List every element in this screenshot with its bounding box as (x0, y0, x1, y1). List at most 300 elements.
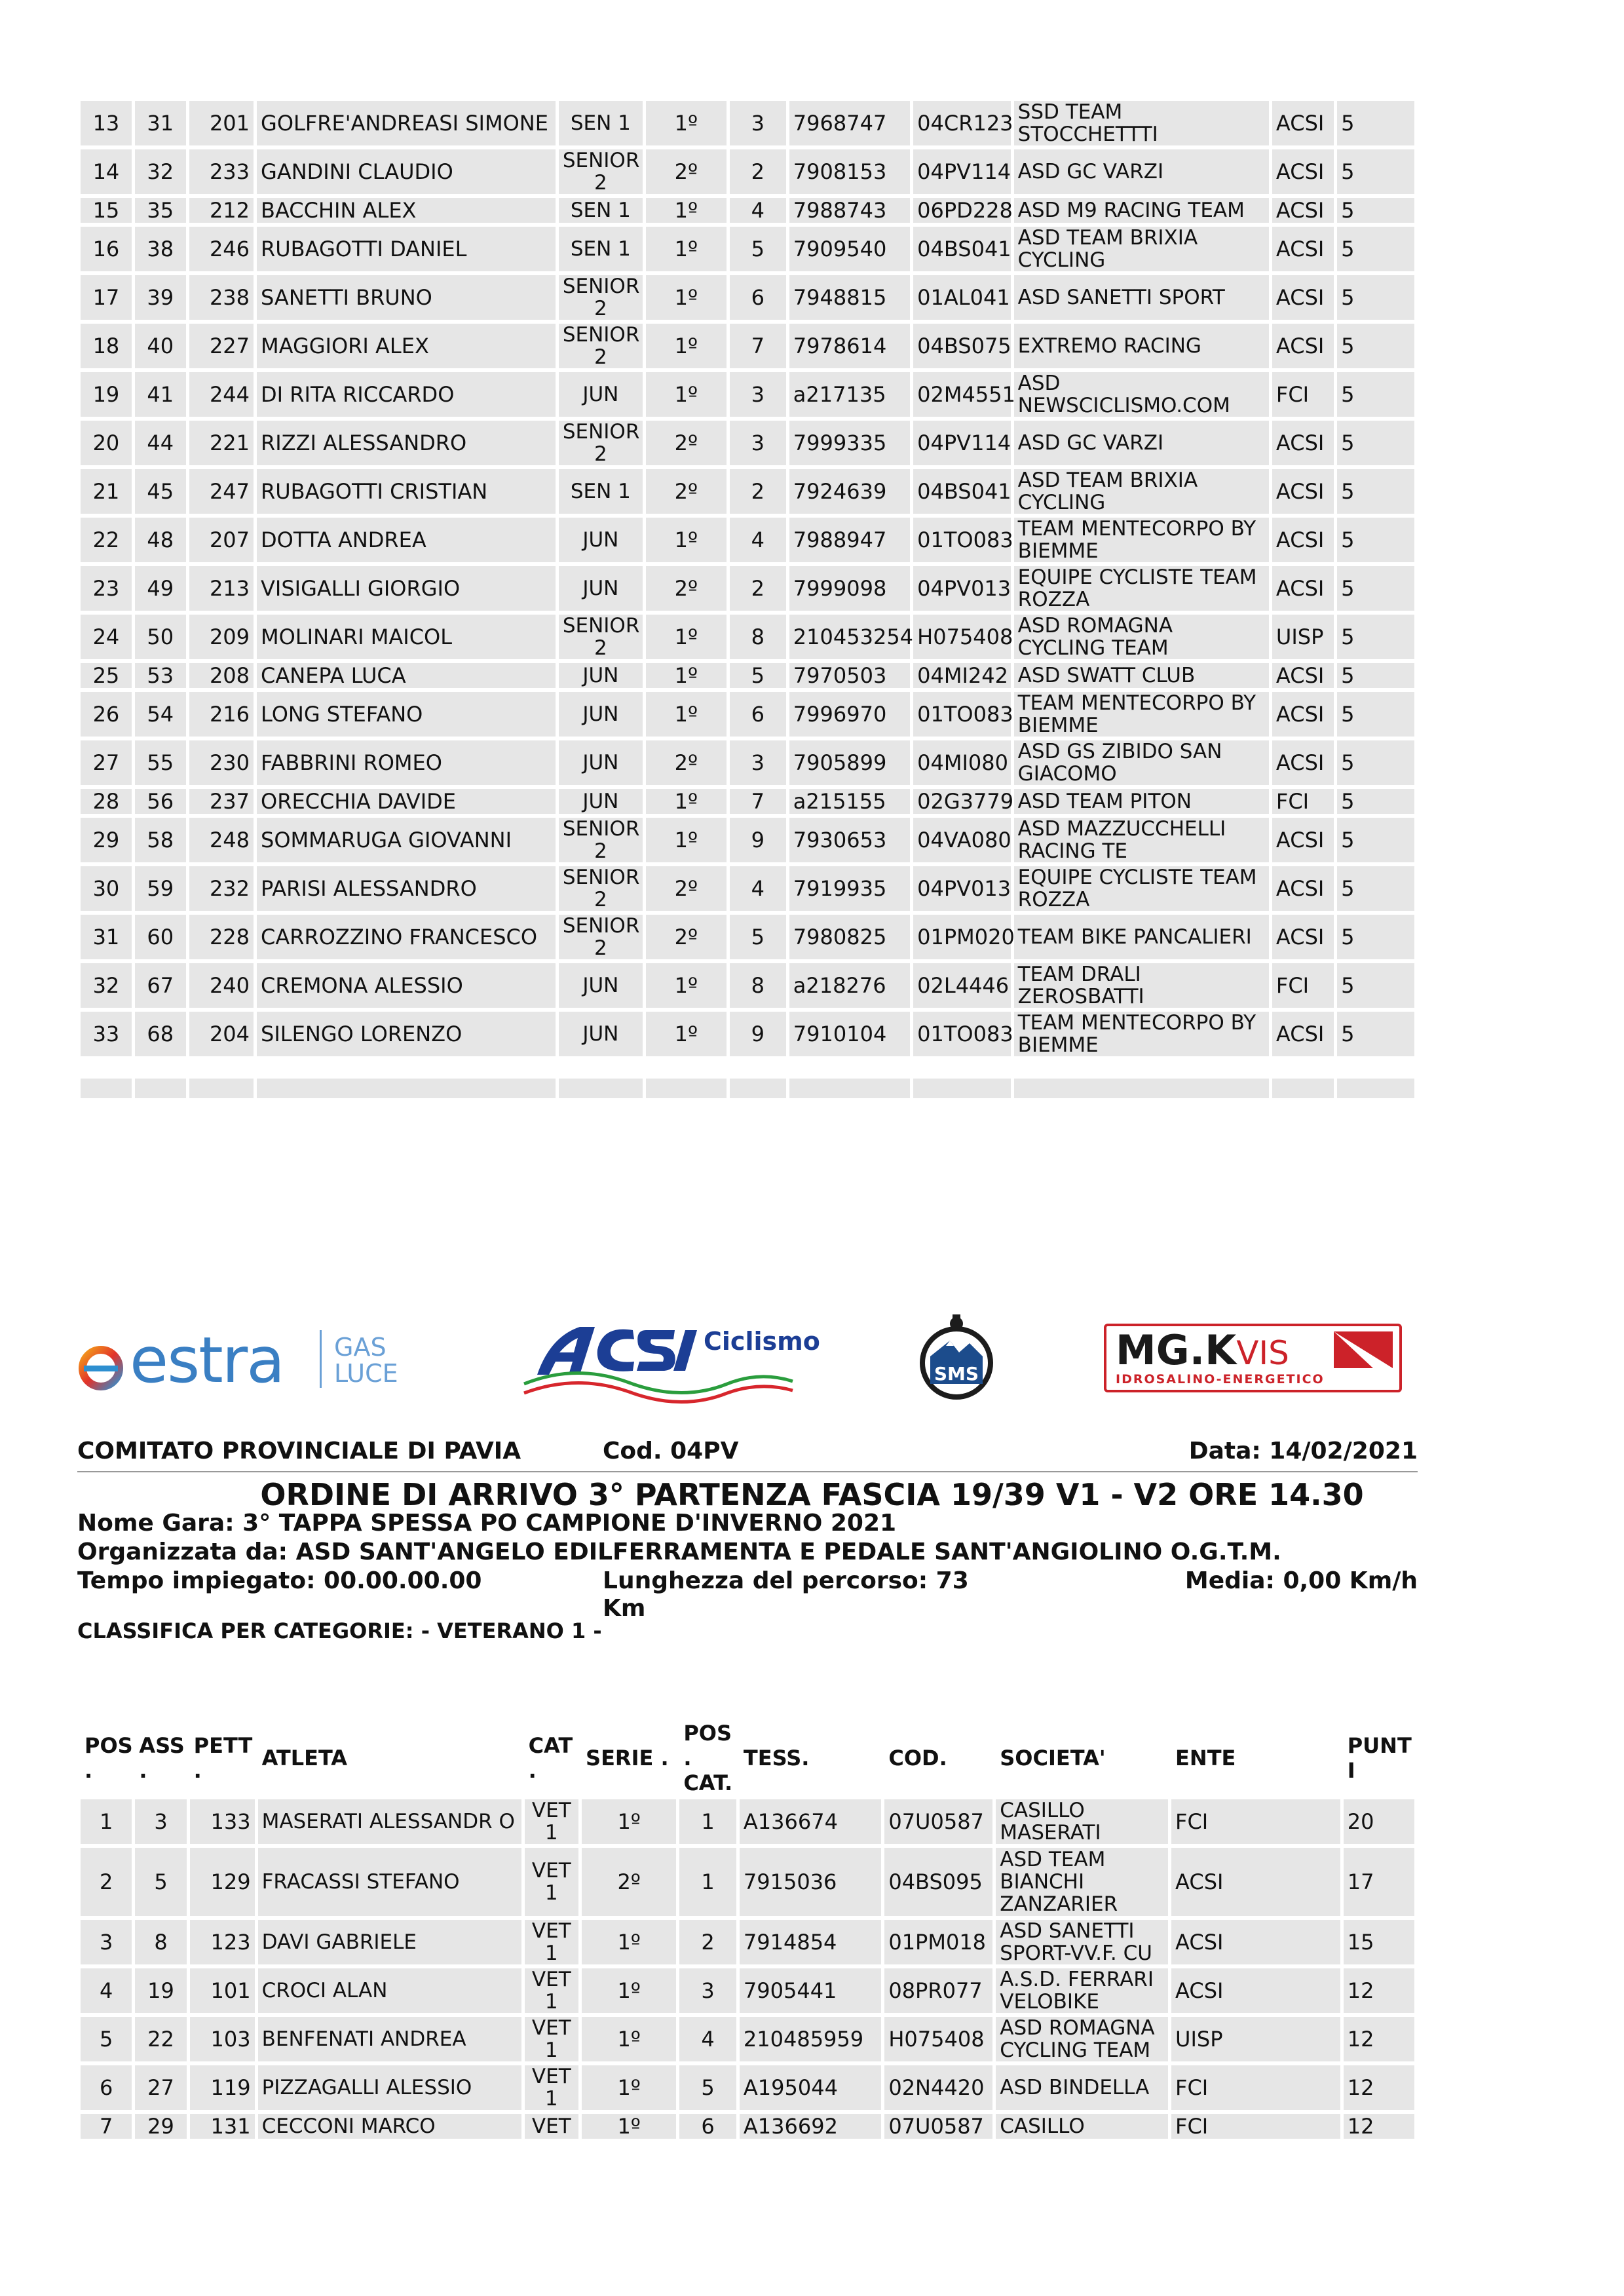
table-cell: 7908153 (789, 149, 910, 194)
acsi-tagline: Ciclismo (704, 1327, 820, 1356)
table-cell: 5 (135, 1848, 186, 1916)
table-cell: 44 (135, 421, 186, 465)
table-cell: 04MI080 (913, 740, 1011, 785)
table-cell: FRACASSI STEFANO (258, 1848, 521, 1916)
table-cell: 5 (1337, 518, 1414, 562)
table-cell: 6 (81, 2065, 132, 2110)
table-row (81, 275, 1414, 320)
table-cell: 7996970 (789, 692, 910, 737)
table-cell: 5 (1337, 421, 1414, 465)
table-cell: 6 (679, 2114, 736, 2139)
table-cell (81, 1079, 132, 1098)
table-cell: 5 (1337, 663, 1414, 688)
table-cell: 213 (189, 566, 254, 611)
table-empty-row (81, 1079, 1414, 1098)
table-cell: 12 (1344, 2114, 1414, 2139)
results-table-top (77, 97, 1418, 1102)
table-cell: 8 (730, 615, 786, 659)
table-cell (189, 1060, 254, 1075)
table-cell: 7915036 (740, 1848, 881, 1916)
table-row (81, 324, 1414, 368)
table-cell: a218276 (789, 963, 910, 1008)
table-cell: ACSI (1272, 692, 1334, 737)
table-cell: ASD GC VARZI (1014, 421, 1269, 465)
table-cell: 58 (135, 818, 186, 862)
table-cell: 7930653 (789, 818, 910, 862)
table-cell: 1º (582, 1968, 676, 2013)
table-cell: CROCI ALAN (258, 1968, 521, 2013)
table-cell: 4 (730, 866, 786, 911)
table-cell: 101 (190, 1968, 255, 2013)
table-cell: 123 (190, 1920, 255, 1964)
table-cell: 1º (646, 818, 727, 862)
table-cell: SENIOR 2 (559, 866, 643, 911)
table-cell: 5 (1337, 692, 1414, 737)
table-cell: 2º (646, 149, 727, 194)
table-cell: 1º (646, 692, 727, 737)
table-cell: 1º (646, 1012, 727, 1056)
table-cell: PIZZAGALLI ALESSIO (258, 2065, 521, 2110)
table-cell: PARISI ALESSANDRO (257, 866, 556, 911)
table-cell: TEAM BIKE PANCALIERI (1014, 915, 1269, 959)
table-cell: 2 (81, 1848, 132, 1916)
table-cell: 5 (1337, 789, 1414, 814)
table-cell: ASD SANETTI SPORT (1014, 275, 1269, 320)
table-cell: JUN (559, 663, 643, 688)
table-cell: SENIOR 2 (559, 324, 643, 368)
table-row (81, 963, 1414, 1008)
table-cell: 1º (646, 663, 727, 688)
mgk-subtitle: IDROSALINO-ENERGETICO (1116, 1372, 1325, 1387)
table-cell: ASD SWATT CLUB (1014, 663, 1269, 688)
column-header: PETT . (190, 1721, 255, 1795)
table-cell: ASD SANETTI SPORT-VV.F. CU (996, 1920, 1168, 1964)
table-row (81, 615, 1414, 659)
table-cell: 2 (730, 469, 786, 514)
column-header: ATLETA (258, 1721, 521, 1795)
table-cell: SENIOR 2 (559, 915, 643, 959)
table-cell: 7999098 (789, 566, 910, 611)
table-cell: SILENGO LORENZO (257, 1012, 556, 1056)
table-cell: 04BS095 (884, 1848, 992, 1916)
table-cell: 7968747 (789, 101, 910, 145)
table-cell: 13 (81, 101, 132, 145)
table-cell: MASERATI ALESSANDR O (258, 1799, 521, 1844)
table-cell: A.S.D. FERRARI VELOBIKE (996, 1968, 1168, 2013)
table-cell: VET (525, 2114, 578, 2139)
table-cell: A195044 (740, 2065, 881, 2110)
column-header: ASS . (135, 1721, 186, 1795)
estra-wordmark: estra (130, 1324, 284, 1397)
table-cell: ACSI (1272, 149, 1334, 194)
table-cell: JUN (559, 789, 643, 814)
table-cell: ACSI (1272, 469, 1334, 514)
table-cell: 49 (135, 566, 186, 611)
table-cell: 04BS041 (913, 227, 1011, 271)
table-cell: 7978614 (789, 324, 910, 368)
table-cell: SENIOR 2 (559, 421, 643, 465)
table-cell: 2º (646, 915, 727, 959)
date-label: Data: 14/02/2021 (1188, 1438, 1418, 1464)
table-cell: 01PM018 (884, 1920, 992, 1964)
table-cell: 7988743 (789, 198, 910, 223)
table-cell: 1º (646, 372, 727, 417)
table-cell: 129 (190, 1848, 255, 1916)
mgk-vis-logo (1104, 1324, 1402, 1392)
table-cell: 131 (190, 2114, 255, 2139)
table-cell: 216 (189, 692, 254, 737)
table-cell: 7909540 (789, 227, 910, 271)
table-cell (730, 1079, 786, 1098)
table-cell: 60 (135, 915, 186, 959)
table-cell: 4 (730, 198, 786, 223)
table-cell: 15 (81, 198, 132, 223)
table-cell (559, 1079, 643, 1098)
table-cell: 1º (582, 1920, 676, 1964)
table-cell: 17 (81, 275, 132, 320)
table-cell (730, 1060, 786, 1075)
committee-label: COMITATO PROVINCIALE DI PAVIA (77, 1438, 521, 1464)
table-cell: 04BS041 (913, 469, 1011, 514)
table-cell: ACSI (1272, 421, 1334, 465)
table-cell: H075408 (884, 2017, 992, 2061)
acsi-ciclismo-logo (518, 1311, 820, 1402)
table-cell: UISP (1272, 615, 1334, 659)
table-cell: 2º (582, 1848, 676, 1916)
table-cell: 1º (582, 2017, 676, 2061)
table-cell: SANETTI BRUNO (257, 275, 556, 320)
table-cell: 1º (646, 275, 727, 320)
table-cell: 39 (135, 275, 186, 320)
table-cell: 7905899 (789, 740, 910, 785)
table-cell: ASD GS ZIBIDO SAN GIACOMO (1014, 740, 1269, 785)
table-cell: 230 (189, 740, 254, 785)
table-cell: 9 (730, 818, 786, 862)
table-cell (257, 1060, 556, 1075)
table-cell: 1 (81, 1799, 132, 1844)
table-cell (789, 1060, 910, 1075)
table-cell: LONG STEFANO (257, 692, 556, 737)
table-cell: A136674 (740, 1799, 881, 1844)
column-header: SOCIETA' (996, 1721, 1168, 1795)
table-cell: 35 (135, 198, 186, 223)
column-header: COD. (884, 1721, 992, 1795)
table-cell: 232 (189, 866, 254, 911)
table-cell: 5 (1337, 324, 1414, 368)
table-cell (646, 1079, 727, 1098)
table-cell: 68 (135, 1012, 186, 1056)
table-cell: a215155 (789, 789, 910, 814)
table-cell (1272, 1060, 1334, 1075)
table-cell: ACSI (1272, 1012, 1334, 1056)
table-cell (913, 1079, 1011, 1098)
table-cell: ASD TEAM PITON (1014, 789, 1269, 814)
table-cell: JUN (559, 963, 643, 1008)
table-cell: 55 (135, 740, 186, 785)
table-cell: 8 (730, 963, 786, 1008)
table-cell: ASD TEAM BIANCHI ZANZARIER (996, 1848, 1168, 1916)
table-cell: 22 (135, 2017, 186, 2061)
table-cell: 19 (81, 372, 132, 417)
table-cell: 20 (1344, 1799, 1414, 1844)
table-cell: EXTREMO RACING (1014, 324, 1269, 368)
table-cell: 7 (81, 2114, 132, 2139)
table-cell: 04VA080 (913, 818, 1011, 862)
table-row (81, 866, 1414, 911)
table-cell: 48 (135, 518, 186, 562)
table-cell: RUBAGOTTI DANIEL (257, 227, 556, 271)
table-cell: FABBRINI ROMEO (257, 740, 556, 785)
results-table-veterano (77, 1717, 1418, 2143)
table-cell (135, 1060, 186, 1075)
table-cell: 14 (81, 149, 132, 194)
table-cell: 221 (189, 421, 254, 465)
table-cell: ACSI (1272, 740, 1334, 785)
table-row (81, 1968, 1414, 2013)
table-cell: ASD BINDELLA (996, 2065, 1168, 2110)
table-cell: 02M4551 (913, 372, 1011, 417)
estra-separator (320, 1330, 322, 1388)
table-cell (1272, 1079, 1334, 1098)
table-cell: 208 (189, 663, 254, 688)
table-row (81, 2114, 1414, 2139)
table-cell (1337, 1060, 1414, 1075)
sms-sport-logo (917, 1311, 996, 1402)
table-row (81, 421, 1414, 465)
table-cell: 3 (730, 101, 786, 145)
mgk-flag-icon (1334, 1331, 1393, 1368)
table-cell: 1º (646, 101, 727, 145)
table-cell: RUBAGOTTI CRISTIAN (257, 469, 556, 514)
table-cell: 5 (1337, 866, 1414, 911)
table-cell: MOLINARI MAICOL (257, 615, 556, 659)
table-cell: 22 (81, 518, 132, 562)
table-cell: DAVI GABRIELE (258, 1920, 521, 1964)
table-cell: ORECCHIA DAVIDE (257, 789, 556, 814)
table-cell: 1º (582, 2114, 676, 2139)
column-header: SERIE . (582, 1721, 676, 1795)
table-cell: FCI (1171, 2065, 1340, 2110)
table-cell: 7924639 (789, 469, 910, 514)
table-cell: 4 (679, 2017, 736, 2061)
table-cell: ACSI (1171, 1920, 1340, 1964)
table-cell: 27 (81, 740, 132, 785)
header-rule (77, 1471, 1418, 1472)
table-cell: 248 (189, 818, 254, 862)
table-cell: 5 (1337, 740, 1414, 785)
table-cell: 246 (189, 227, 254, 271)
table-cell: 3 (679, 1968, 736, 2013)
table-cell: 04BS075 (913, 324, 1011, 368)
table-cell: CARROZZINO FRANCESCO (257, 915, 556, 959)
table-cell: 5 (1337, 566, 1414, 611)
table-cell: SEN 1 (559, 469, 643, 514)
table-cell: 5 (1337, 198, 1414, 223)
table-cell: ACSI (1272, 101, 1334, 145)
table-cell: ACSI (1272, 518, 1334, 562)
table-cell (559, 1060, 643, 1075)
table-cell: 212 (189, 198, 254, 223)
table-row (81, 2017, 1414, 2061)
table-cell: 02L4446 (913, 963, 1011, 1008)
table-cell: SENIOR 2 (559, 149, 643, 194)
table-cell (789, 1079, 910, 1098)
table-cell: 238 (189, 275, 254, 320)
table-cell: 01TO083 (913, 692, 1011, 737)
category-label: CLASSIFICA PER CATEGORIE: - VETERANO 1 - (77, 1618, 602, 1643)
column-header: ENTE (1171, 1721, 1340, 1795)
table-cell: 1º (646, 615, 727, 659)
table-cell: 26 (81, 692, 132, 737)
column-header: PUNT I (1344, 1721, 1414, 1795)
page-title: ORDINE DI ARRIVO 3° PARTENZA FASCIA 19/39 V1 - V2 ORE 14.30 (260, 1477, 1364, 1512)
table-row (81, 198, 1414, 223)
table-cell: ACSI (1272, 818, 1334, 862)
table-cell: 01PM020 (913, 915, 1011, 959)
table-cell: 7905441 (740, 1968, 881, 2013)
table-cell: GOLFRE'ANDREASI SIMONE (257, 101, 556, 145)
organizer: Organizzata da: ASD SANT'ANGELO EDILFERRAMENTA E PEDALE SANT'ANGIOLINO O.G.T.M. (77, 1539, 1281, 1565)
table-cell: 7919935 (789, 866, 910, 911)
table-cell: 5 (1337, 101, 1414, 145)
table-row (81, 1920, 1414, 1964)
table-cell: 4 (81, 1968, 132, 2013)
table-cell: 1º (646, 789, 727, 814)
table-cell: 40 (135, 324, 186, 368)
table-row (81, 518, 1414, 562)
sms-text: SMS (934, 1363, 979, 1385)
table-cell: 45 (135, 469, 186, 514)
table-cell: 8 (135, 1920, 186, 1964)
table-cell: 228 (189, 915, 254, 959)
table-cell: ACSI (1272, 227, 1334, 271)
table-cell: 233 (189, 149, 254, 194)
code-label: Cod. 04PV (603, 1438, 739, 1464)
table-cell (81, 1060, 132, 1075)
table-cell: 29 (81, 818, 132, 862)
column-header: CAT . (525, 1721, 578, 1795)
table-cell: SSD TEAM STOCCHETTTI (1014, 101, 1269, 145)
table-cell: 32 (135, 149, 186, 194)
table-cell: BACCHIN ALEX (257, 198, 556, 223)
table-cell: 12 (1344, 2017, 1414, 2061)
table-cell: ACSI (1272, 198, 1334, 223)
table-cell: 07U0587 (884, 1799, 992, 1844)
table-cell: 1º (646, 227, 727, 271)
table-cell: 15 (1344, 1920, 1414, 1964)
table-cell: JUN (559, 372, 643, 417)
table-cell: ACSI (1272, 275, 1334, 320)
column-header: TESS. (740, 1721, 881, 1795)
table-cell: 3 (135, 1799, 186, 1844)
table-cell: 01TO083 (913, 518, 1011, 562)
table-cell: FCI (1171, 2114, 1340, 2139)
table-cell: VISIGALLI GIORGIO (257, 566, 556, 611)
table-header-row (81, 1721, 1414, 1795)
table-cell: ACSI (1272, 566, 1334, 611)
table-row (81, 1799, 1414, 1844)
route-length: Lunghezza del percorso: 73 Km (603, 1567, 969, 1622)
table-cell: a217135 (789, 372, 910, 417)
table-cell: 5 (1337, 615, 1414, 659)
table-cell: 04PV114 (913, 149, 1011, 194)
table-cell: ASD ROMAGNA CYCLING TEAM (996, 2017, 1168, 2061)
table-cell: 38 (135, 227, 186, 271)
table-cell: ASD TEAM BRIXIA CYCLING (1014, 227, 1269, 271)
table-cell: ASD TEAM BRIXIA CYCLING (1014, 469, 1269, 514)
table-cell: SENIOR 2 (559, 275, 643, 320)
table-cell: MAGGIORI ALEX (257, 324, 556, 368)
table-cell: 1º (646, 518, 727, 562)
table-cell: 227 (189, 324, 254, 368)
table-cell: 5 (1337, 149, 1414, 194)
table-cell: 29 (135, 2114, 186, 2139)
table-cell: JUN (559, 566, 643, 611)
table-row (81, 149, 1414, 194)
table-cell: 31 (135, 101, 186, 145)
table-cell: DOTTA ANDREA (257, 518, 556, 562)
table-row (81, 692, 1414, 737)
table-row (81, 789, 1414, 814)
table-cell: 04CR123 (913, 101, 1011, 145)
table-cell: ACSI (1272, 663, 1334, 688)
table-row (81, 101, 1414, 145)
table-cell: ASD GC VARZI (1014, 149, 1269, 194)
table-cell: 50 (135, 615, 186, 659)
table-cell: 53 (135, 663, 186, 688)
table-cell: 209 (189, 615, 254, 659)
table-row (81, 227, 1414, 271)
table-row (81, 372, 1414, 417)
table-cell: 41 (135, 372, 186, 417)
table-cell: SENIOR 2 (559, 615, 643, 659)
table-cell: 2º (646, 866, 727, 911)
table-cell: SEN 1 (559, 101, 643, 145)
table-cell: 4 (730, 518, 786, 562)
table-cell (135, 1079, 186, 1098)
time-used: Tempo impiegato: 00.00.00.00 (77, 1567, 482, 1594)
table-cell: 201 (189, 101, 254, 145)
table-cell: SENIOR 2 (559, 818, 643, 862)
table-cell: 12 (1344, 1968, 1414, 2013)
table-cell: ASD NEWSCICLISMO.COM (1014, 372, 1269, 417)
table-cell: 5 (1337, 1012, 1414, 1056)
table-cell (1014, 1060, 1269, 1075)
table-cell: CASILLO (996, 2114, 1168, 2139)
table-cell: 18 (81, 324, 132, 368)
column-header: POS . (81, 1721, 132, 1795)
table-row (81, 740, 1414, 785)
table-cell: BENFENATI ANDREA (258, 2017, 521, 2061)
table-cell: ASD M9 RACING TEAM (1014, 198, 1269, 223)
table-row (81, 469, 1414, 514)
table-cell: 25 (81, 663, 132, 688)
table-cell: 7 (730, 789, 786, 814)
table-cell: 2º (646, 740, 727, 785)
table-cell: TEAM MENTECORPO BY BIEMME (1014, 692, 1269, 737)
table-cell: 5 (730, 915, 786, 959)
table-cell: 5 (1337, 915, 1414, 959)
table-row (81, 915, 1414, 959)
table-cell: 17 (1344, 1848, 1414, 1916)
race-name: Nome Gara: 3° TAPPA SPESSA PO CAMPIONE D'INVERNO 2021 (77, 1510, 897, 1537)
table-cell: EQUIPE CYCLISTE TEAM ROZZA (1014, 566, 1269, 611)
table-cell: ASD ROMAGNA CYCLING TEAM (1014, 615, 1269, 659)
table-cell: H075408 (913, 615, 1011, 659)
table-cell: 1 (679, 1799, 736, 1844)
table-cell: 2 (730, 149, 786, 194)
table-cell: 02N4420 (884, 2065, 992, 2110)
